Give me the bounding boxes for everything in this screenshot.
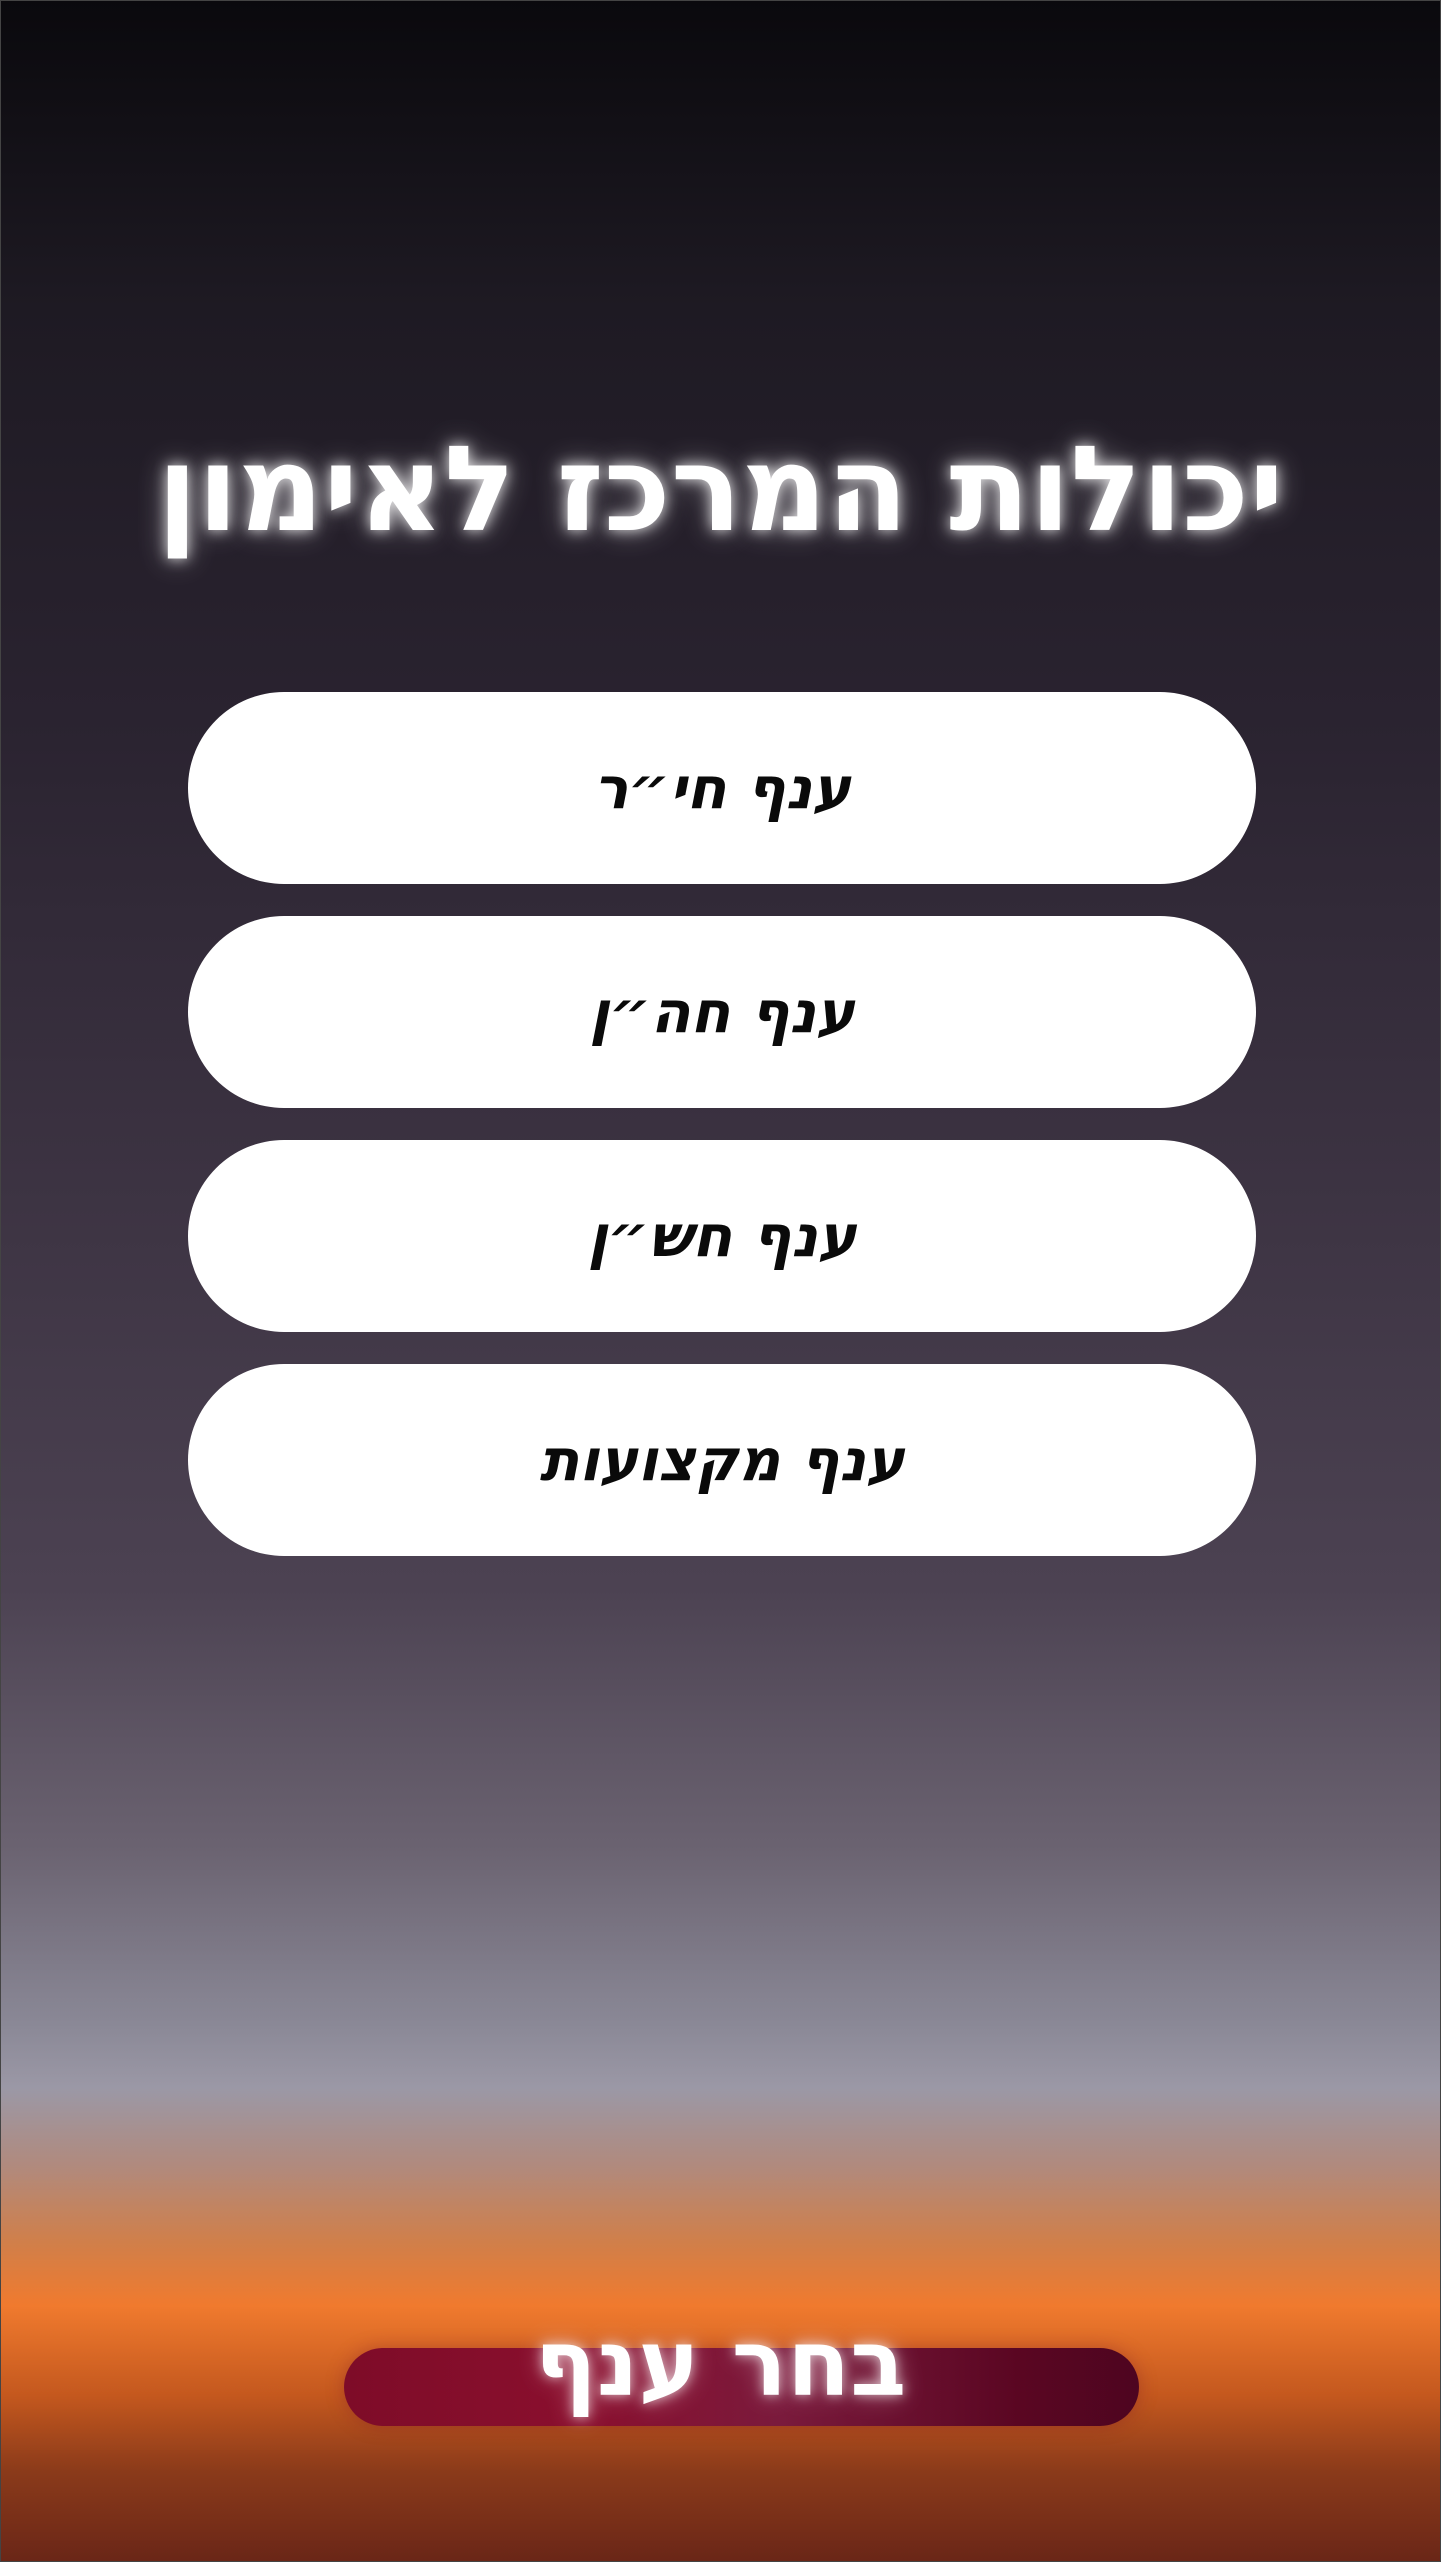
branch-list: [188, 692, 1256, 1588]
choose-branch-label: בחר ענף: [534, 2310, 907, 2417]
page-title: יכולות המרכז לאימון: [157, 420, 1284, 559]
branch-button-armor[interactable]: ענף חש״ן: [188, 1140, 1256, 1332]
branch-button-professions[interactable]: ענף מקצועות: [188, 1364, 1256, 1556]
branch-button-engineering[interactable]: ענף חה״ן: [188, 916, 1256, 1108]
branch-button-infantry[interactable]: ענף חי״ר: [188, 692, 1256, 884]
